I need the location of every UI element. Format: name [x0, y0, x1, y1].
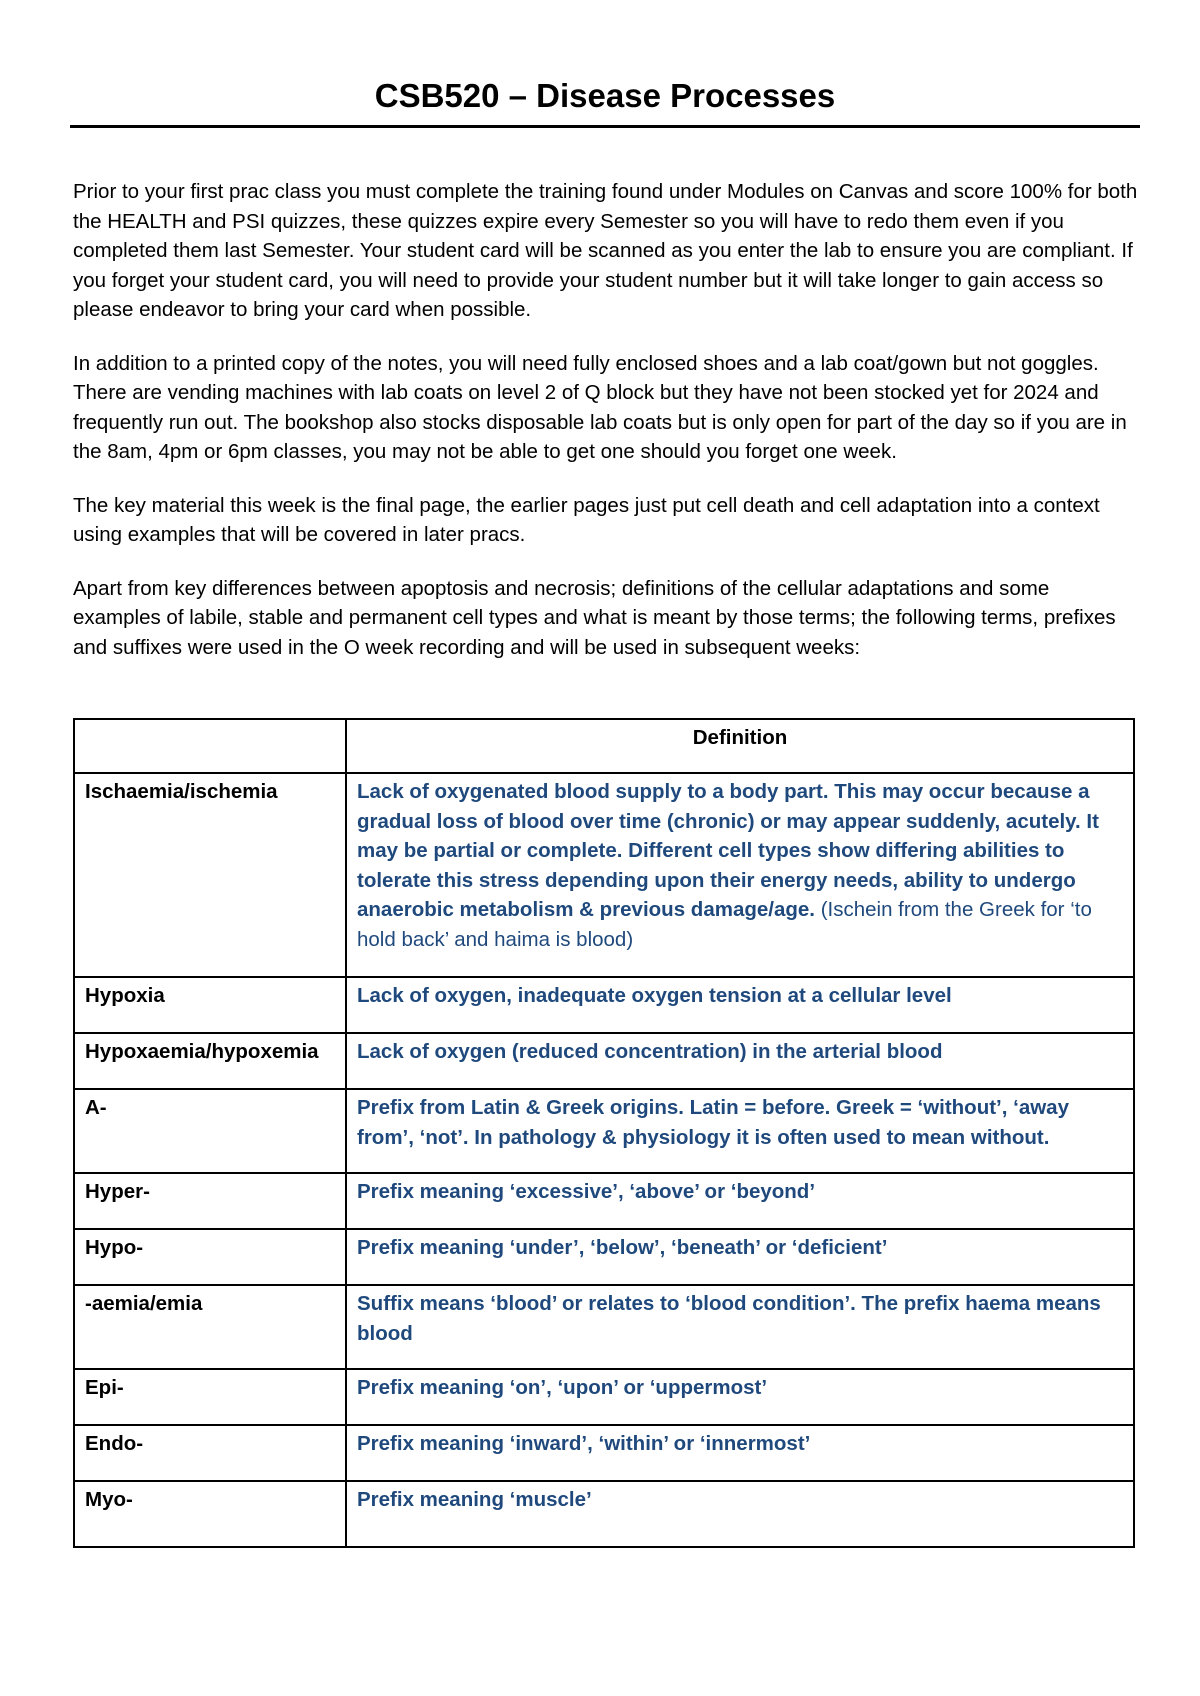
term-cell: Epi- — [74, 1369, 346, 1425]
definition-cell — [346, 773, 1134, 977]
table-row — [74, 1089, 1134, 1173]
header-definition-cell: Definition — [346, 719, 1134, 773]
definition-cell: Lack of oxygen, inadequate oxygen tension at a cellular level — [346, 977, 1134, 1033]
definition-cell: Prefix meaning ‘muscle’ — [346, 1481, 1134, 1547]
table-row — [74, 1425, 1134, 1481]
term-cell: Hyper- — [74, 1173, 346, 1229]
table-row — [74, 1033, 1134, 1089]
table-row — [74, 1229, 1134, 1285]
paragraph-prac-training: Prior to your first prac class you must complete the training found under Modules on Canvas and score 100% for both the HEALTH and PSI quizzes, these quizzes expire every Semester so you will have to redo them even if you completed them last Semester. Your student card will be scanned as you enter the lab to ensure you are compliant. If you forget your student card, you will need to provide your student number but it will take longer to gain access so please endeavor to bring your card when possible. — [73, 180, 1138, 321]
term-cell: Hypo- — [74, 1229, 346, 1285]
definition-note: (Ischein from the Greek for ‘to hold back’ and haima is blood) — [357, 898, 1092, 951]
definition-cell: Prefix from Latin & Greek origins. Latin = before. Greek = ‘without’, ‘away from’, ‘not’. In pathology & physiology it is often used to mean without. — [346, 1089, 1134, 1173]
header-term-cell — [74, 719, 346, 773]
paragraph-key-material: The key material this week is the final page, the earlier pages just put cell death and cell adaptation into a context using examples that will be covered in later pracs. — [73, 493, 1100, 546]
definition-cell: Prefix meaning ‘under’, ‘below’, ‘beneath’ or ‘deficient’ — [346, 1229, 1134, 1285]
definition-cell: Prefix meaning ‘on’, ‘upon’ or ‘uppermost’ — [346, 1369, 1134, 1425]
term-cell: -aemia/emia — [74, 1285, 346, 1369]
term-cell: Myo- — [74, 1481, 346, 1547]
definition-cell: Prefix meaning ‘inward’, ‘within’ or ‘innermost’ — [346, 1425, 1134, 1481]
definition-cell: Suffix means ‘blood’ or relates to ‘blood condition’. The prefix haema means blood — [346, 1285, 1134, 1369]
term-cell: Endo- — [74, 1425, 346, 1481]
table-row — [74, 1285, 1134, 1369]
paragraph-lab-attire: In addition to a printed copy of the notes, you will need fully enclosed shoes and a lab coat/gown but not goggles. There are vending machines with lab coats on level 2 of Q block but they have not been stocked yet for 2024 and frequently run out. The bookshop also stocks disposable lab coats but is only open for part of the day so if you are in the 8am, 4pm or 6pm classes, you may not be able to get one should you forget one week. — [73, 351, 1127, 463]
intro-text — [73, 177, 1141, 686]
page-title: CSB520 – Disease Processes — [374, 77, 836, 114]
term-cell: Ischaemia/ischemia — [74, 773, 346, 977]
table-row — [74, 773, 1134, 977]
term-cell: Hypoxaemia/hypoxemia — [74, 1033, 346, 1089]
term-cell: Hypoxia — [74, 977, 346, 1033]
terms-table — [73, 718, 1135, 1548]
paragraph-terms-intro: Apart from key differences between apoptosis and necrosis; definitions of the cellular adaptations and some examples of labile, stable and permanent cell types and what is meant by those terms; the following terms, prefixes and suffixes were used in the O week recording and will be used in subsequent weeks: — [73, 576, 1116, 659]
term-cell: A- — [74, 1089, 346, 1173]
table-row — [74, 977, 1134, 1033]
definition-cell: Prefix meaning ‘excessive’, ‘above’ or ‘beyond’ — [346, 1173, 1134, 1229]
title-underline — [70, 125, 1140, 128]
table-row — [74, 1173, 1134, 1229]
definition-cell: Lack of oxygen (reduced concentration) in the arterial blood — [346, 1033, 1134, 1089]
table-row — [74, 1369, 1134, 1425]
table-row — [74, 1481, 1134, 1547]
table-header-row — [74, 719, 1134, 773]
definition-text: Lack of oxygenated blood supply to a body part. This may occur because a gradual loss of blood over time (chronic) or may appear suddenly, acutely. It may be partial or complete. Different cell types show differing abilities to tolerate this stress depending upon their energy needs, ability to undergo anaerobic metabolism & previous damage/age. — [357, 780, 1099, 921]
